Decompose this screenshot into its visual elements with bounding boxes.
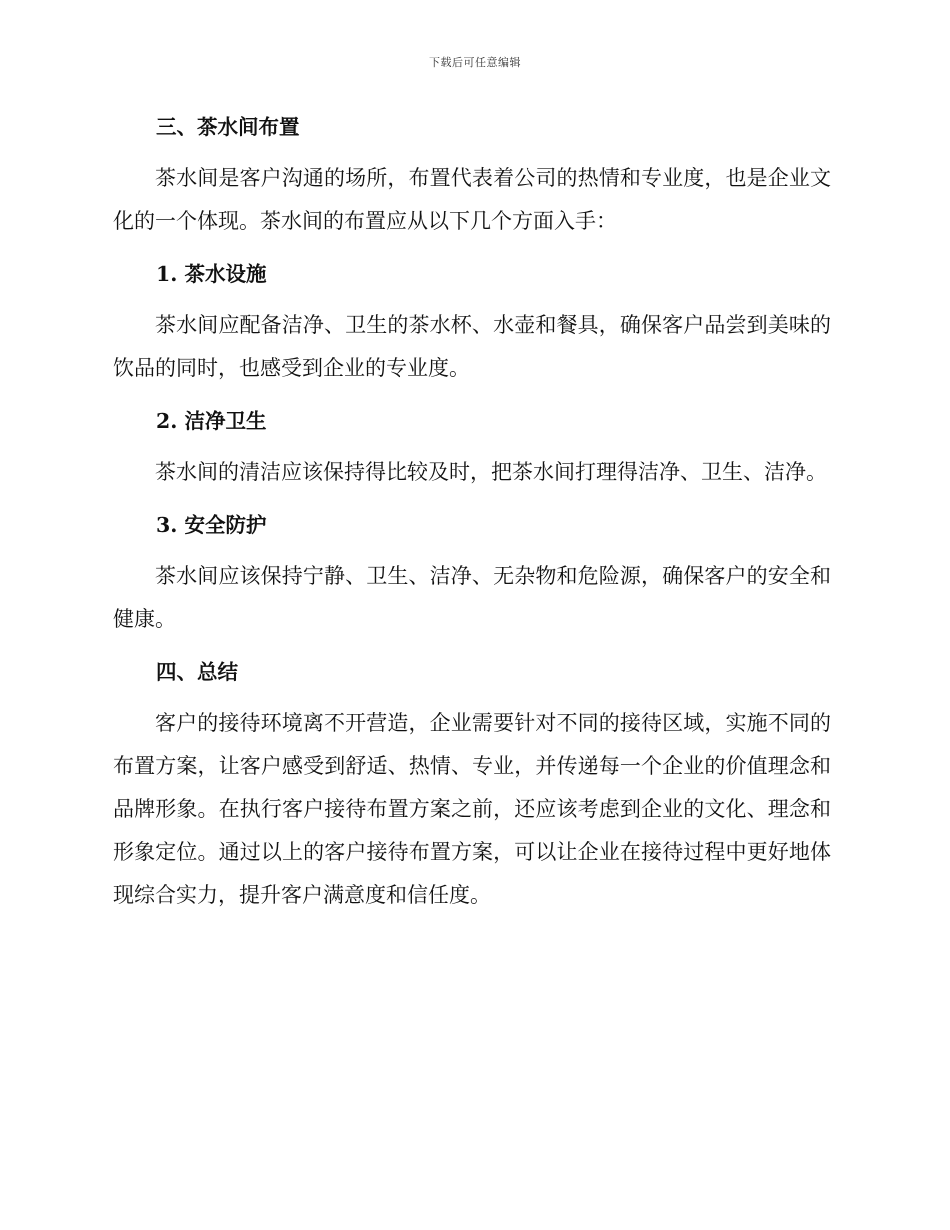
subheading-cleanliness: 2. 洁净卫生 [156,409,267,433]
subheading-safety: 3. 安全防护 [156,513,267,537]
document-body [113,108,831,917]
paragraph-safety: 茶水间应该保持宁静、卫生、洁净、无杂物和危险源，确保客户的安全和健康。 [113,564,831,631]
page-header: 下载后可任意编辑 [429,56,521,69]
paragraph-tea-facilities: 茶水间应配备洁净、卫生的茶水杯、水壶和餐具，确保客户品尝到美味的饮品的同时，也感受到企业的专业度。 [113,313,831,380]
paragraph-summary: 客户的接待环境离不开营造，企业需要针对不同的接待区域，实施不同的布置方案，让客户感受到舒适、热情、专业，并传递每一个企业的价值理念和品牌形象。在执行客户接待布置方案之前，还应该考虑到企业的文化、理念和形象定位。通过以上的客户接待布置方案，可以让企业在接待过程中更好地体现综合实力，提升客户满意度和信任度。 [113,711,831,907]
paragraph-cleanliness: 茶水间的清洁应该保持得比较及时，把茶水间打理得洁净、卫生、洁净。 [155,460,827,484]
subheading-tea-facilities: 1. 茶水设施 [156,262,267,286]
section-heading-tea-room: 三、茶水间布置 [156,115,300,139]
section-heading-summary: 四、总结 [156,660,238,684]
paragraph-tea-room-intro: 茶水间是客户沟通的场所，布置代表着公司的热情和专业度，也是企业文化的一个体现。茶水间的布置应从以下几个方面入手： [113,166,831,233]
